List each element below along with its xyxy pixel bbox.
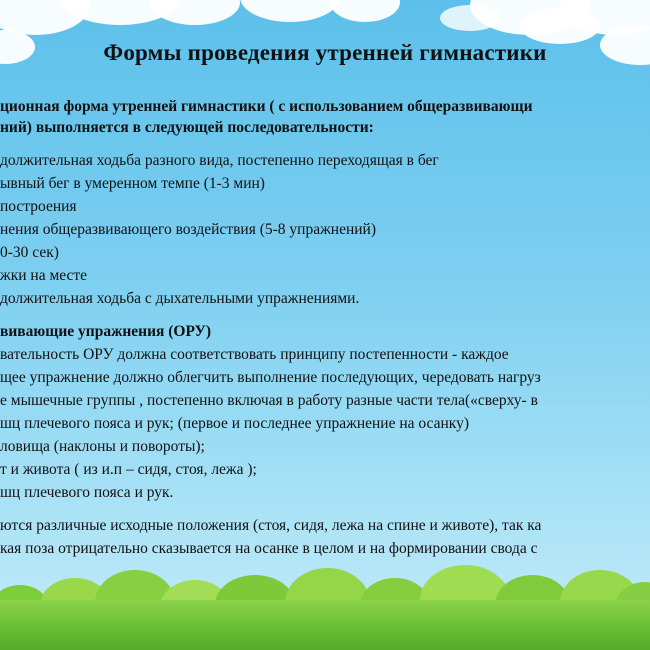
intro-line: ционная форма утренней гимнастики ( с использованием общеразвивающи: [0, 98, 533, 115]
grass-ground: [0, 600, 650, 650]
step-item: 0-30 сек): [0, 244, 59, 261]
oru-item: е мышечные группы , постепенно включая в работу разные части тела(«сверху- в: [0, 392, 538, 409]
step-item: построения: [0, 198, 77, 215]
step-item: ывный бег в умеренном темпе (1-3 мин): [0, 175, 265, 192]
oru-item: вательность ОРУ должна соответствовать принципу постепенности - каждое: [0, 346, 509, 363]
oru-heading: вивающие упражнения (ОРУ): [0, 323, 212, 340]
oru-item: шц плечевого пояса и рук.: [0, 484, 174, 501]
slide-title: Формы проведения утренней гимнастики: [103, 40, 547, 65]
oru-item: ловища (наклоны и повороты);: [0, 438, 205, 455]
closing-line: кая поза отрицательно сказывается на осанке в целом и на формировании свода с: [0, 540, 538, 557]
oru-item: щее упражнение должно облегчить выполнение последующих, чередовать нагруз: [0, 369, 541, 386]
step-item: должительная ходьба с дыхательными упражнениями.: [0, 290, 360, 307]
step-item: должительная ходьба разного вида, постепенно переходящая в бег: [0, 152, 439, 169]
closing-line: ются различные исходные положения (стоя, сидя, лежа на спине и животе), так ка: [0, 517, 542, 534]
oru-item: т и живота ( из и.п – сидя, стоя, лежа );: [0, 461, 257, 478]
step-item: нения общеразвивающего воздействия (5-8 упражнений): [0, 221, 377, 238]
intro-line: ний) выполняется в следующей последовательности:: [0, 119, 374, 136]
oru-item: шц плечевого пояса и рук; (первое и последнее упражнение на осанку): [0, 415, 469, 432]
step-item: жки на месте: [0, 267, 88, 284]
